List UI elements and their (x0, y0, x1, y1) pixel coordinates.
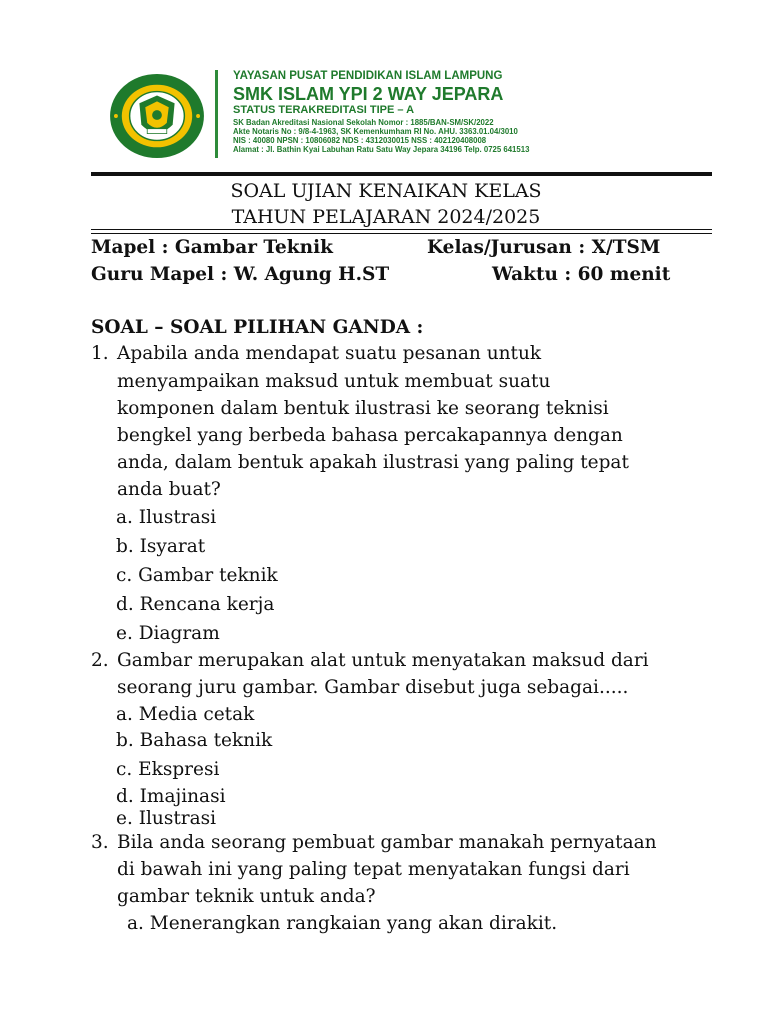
letterhead-line: SK Badan Akreditasi Nasional Sekolah Nomor : 1885/BAN-SM/SK/2022 (233, 118, 494, 127)
question-number: 2. (91, 650, 109, 671)
answer-option: a. Ilustrasi (116, 507, 217, 528)
exam-year: TAHUN PELAJARAN 2024/2025 (231, 206, 541, 228)
answer-option: c. Ekspresi (116, 759, 220, 780)
letterhead-line: NIS : 40080 NPSN : 10806082 NDS : 4312030015 NSS : 402120408008 (233, 136, 487, 145)
time-field: Waktu : 60 menit (492, 264, 671, 285)
teacher-field: Guru Mapel : W. Agung H.ST (91, 264, 390, 285)
answer-option: e. Ilustrasi (116, 808, 217, 829)
question-text: gambar teknik untuk anda? (117, 886, 376, 907)
question-number: 1. (91, 343, 109, 364)
answer-option: a. Media cetak (116, 704, 255, 725)
question-text: Apabila anda mendapat suatu pesanan untuk (117, 343, 542, 364)
question-text: di bawah ini yang paling tepat menyatakan fungsi dari (117, 859, 630, 880)
section-title: SOAL – SOAL PILIHAN GANDA : (91, 317, 424, 338)
title-rule (91, 229, 712, 234)
letterhead-line: Akte Notaris No : 9/8-4-1963, SK Kemenkumham RI No. AHU. 3363.01.04/3010 (233, 127, 518, 136)
question-text: anda, dalam bentuk apakah ilustrasi yang paling tepat (117, 452, 629, 473)
answer-option: c. Gambar teknik (116, 565, 278, 586)
school-name: SMK ISLAM YPI 2 WAY JEPARA (233, 84, 504, 104)
answer-option: d. Rencana kerja (116, 594, 275, 615)
question-number: 3. (91, 832, 109, 853)
question-text: bengkel yang berbeda bahasa percakapannya dengan (117, 425, 623, 446)
foundation-name: YAYASAN PUSAT PENDIDIKAN ISLAM LAMPUNG (233, 70, 503, 82)
exam-title: SOAL UJIAN KENAIKAN KELAS (230, 180, 542, 202)
class-field: Kelas/Jurusan : X/TSM (427, 237, 661, 258)
accreditation-status: STATUS TERAKREDITASI TIPE – A (233, 104, 415, 116)
answer-option: a. Menerangkan rangkaian yang akan dirakit. (127, 913, 558, 934)
answer-option: b. Bahasa teknik (116, 730, 273, 751)
letterhead-divider (215, 70, 218, 158)
school-logo (108, 72, 206, 160)
question-text: anda buat? (117, 479, 221, 500)
letterhead-rule (91, 172, 712, 176)
answer-option: e. Diagram (116, 623, 220, 644)
question-text: Bila anda seorang pembuat gambar manakah pernyataan (117, 832, 657, 853)
question-text: seorang juru gambar. Gambar disebut juga sebagai..... (117, 677, 629, 698)
question-text: Gambar merupakan alat untuk menyatakan maksud dari (117, 650, 649, 671)
question-text: menyampaikan maksud untuk membuat suatu (117, 371, 551, 392)
answer-option: b. Isyarat (116, 536, 206, 557)
letterhead-line: Alamat : Jl. Bathin Kyai Labuhan Ratu Satu Way Jepara 34196 Telp. 0725 641513 (233, 145, 530, 154)
question-text: komponen dalam bentuk ilustrasi ke seorang teknisi (117, 398, 609, 419)
subject-field: Mapel : Gambar Teknik (91, 237, 333, 258)
answer-option: d. Imajinasi (116, 786, 226, 807)
